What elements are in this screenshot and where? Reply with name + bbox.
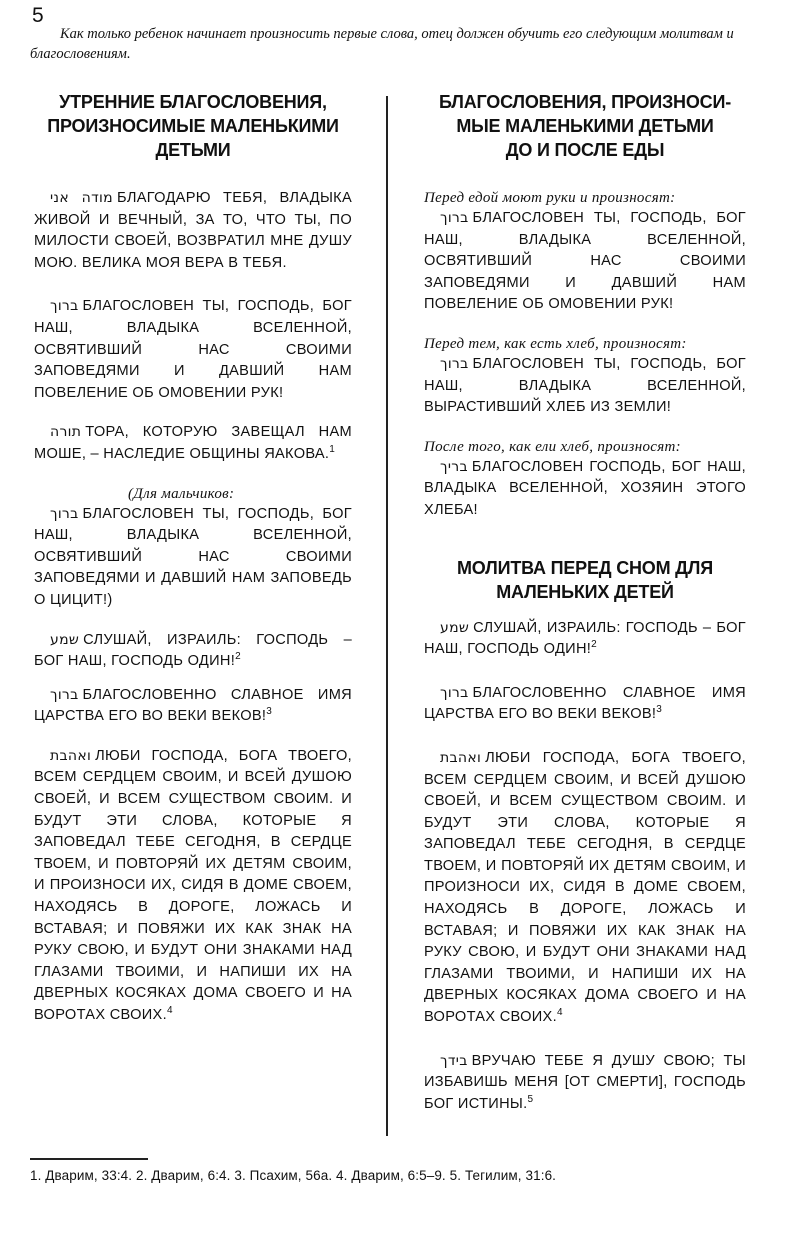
hebrew-keyword: ברוך — [50, 686, 79, 703]
bedtime-beyadcha — [424, 1051, 746, 1116]
footnote-ref: 1 — [329, 444, 336, 456]
note-after-bread: После того, как ели хлеб, произносят: — [424, 438, 681, 455]
prayer-text: СЛУШАЙ, ИЗРАИЛЬ: ГОСПОДЬ – БОГ НАШ, ГОСПОДЬ ОДИН! — [424, 619, 746, 658]
prayer-text: ЛЮБИ ГОСПОДА, БОГА ТВОЕГО, ВСЕМ СЕРДЦЕМ СВОИМ, И ВСЕЙ ДУШОЮ СВОЕЙ, И ВСЕМ СУЩЕСТВОМ СВОИМ. И БУДУТ ЭТИ СЛОВА, КОТОРЫЕ Я ЗАПОВЕДАЛ ТЕБЕ СЕГОДНЯ, В СЕРДЦЕ ТВОЕМ, И ПОВТОРЯЙ ИХ ДЕТЯМ СВОИМ, И ПРОИЗНОСИ ИХ, СИДЯ В ДОМЕ СВОЕМ, НАХОДЯСЬ В ДОРОГЕ, ЛОЖАСЬ И ВСТАВАЯ; И ПОВЯЖИ ИХ КАК ЗНАК НА РУКУ СВОЮ, И БУДУТ ОНИ ЗНАКАМИ НАД ГЛАЗАМИ ТВОИМИ, И НАПИШИ ИХ НА ДВЕРНЫХ КОСЯКАХ ДОМА СВОЕГО И НА ВОРОТАХ СВОИХ. — [34, 747, 352, 1023]
page-number: 5 — [32, 4, 44, 27]
hebrew-keyword: ואהבת — [50, 747, 92, 764]
section-title-bedtime — [424, 556, 746, 604]
bedtime-baruch-shem — [424, 683, 746, 726]
note-before-bread: Перед тем, как есть хлеб, произносят: — [424, 335, 687, 352]
prayer-veahavta — [34, 746, 352, 1027]
footnote-ref: 2 — [235, 651, 241, 663]
title-line: УТРЕННИЕ БЛАГОСЛОВЕНИЯ, — [59, 92, 327, 112]
blessing-hand-washing — [424, 208, 746, 316]
hebrew-keyword: ברוך — [440, 210, 469, 226]
hebrew-keyword: בריך — [440, 458, 468, 475]
prayer-text: БЛАГОДАРЮ ТЕБЯ, ВЛАДЫКА ЖИВОЙ И ВЕЧНЫЙ, ЗА ТО, ЧТО ТЫ, ПО МИЛОСТИ СВОЕЙ, ВОЗВРАТИЛ МНЕ ДУШУ МОЮ. ВЕЛИКА МОЯ ВЕРА В ТЕБЯ. — [34, 190, 352, 271]
prayer-text: БЛАГОСЛОВЕН ТЫ, ГОСПОДЬ, БОГ НАШ, ВЛАДЫКА ВСЕЛЕННОЙ, ОСВЯТИВШИЙ НАС СВОИМИ ЗАПОВЕДЯМИ И ДАВШИЙ НАМ ПОВЕЛЕНИЕ ОБ ОМОВЕНИИ РУК! — [424, 210, 746, 313]
title-line: ДО И ПОСЛЕ ЕДЫ — [505, 140, 665, 160]
title-line: ПРОИЗНОСИМЫЕ МАЛЕНЬКИМИ — [47, 116, 339, 136]
hebrew-keyword: ברוך — [50, 505, 79, 522]
prayer-tzitzit — [34, 504, 352, 612]
prayer-torah — [34, 422, 352, 465]
footnote-ref: 2 — [591, 639, 598, 651]
footnote-ref: 5 — [527, 1093, 534, 1105]
right-column — [424, 90, 746, 1115]
hebrew-keyword: תורה — [50, 424, 82, 441]
left-column — [34, 90, 352, 1027]
prayer-text: БЛАГОСЛОВЕН ТЫ, ГОСПОДЬ, БОГ НАШ, ВЛАДЫКА ВСЕЛЕННОЙ, ВЫРАСТИВШИЙ ХЛЕБ ИЗ ЗЕМЛИ! — [424, 355, 746, 416]
hebrew-keyword: מודה אני — [50, 190, 113, 206]
title-line: МЫЕ МАЛЕНЬКИМИ ДЕТЬМИ — [456, 116, 714, 136]
footnote-rule — [30, 1158, 148, 1160]
prayer-text: БЛАГОСЛОВЕННО СЛАВНОЕ ИМЯ ЦАРСТВА ЕГО ВО ВЕКИ ВЕКОВ! — [34, 686, 352, 725]
prayer-baruch-shem — [34, 685, 352, 728]
bedtime-shema — [424, 618, 746, 661]
blessing-after-meal — [424, 457, 746, 522]
prayer-netilat-yadayim — [34, 296, 352, 404]
column-divider — [386, 96, 388, 1136]
title-line: БЛАГОСЛОВЕНИЯ, ПРОИЗНОСИ- — [438, 92, 731, 112]
hebrew-keyword: ואהבת — [440, 749, 482, 766]
bedtime-veahavta — [424, 748, 746, 1029]
prayer-text: БЛАГОСЛОВЕН ТЫ, ГОСПОДЬ, БОГ НАШ, ВЛАДЫКА ВСЕЛЕННОЙ, ОСВЯТИВШИЙ НАС СВОИМИ ЗАПОВЕДЯМИ И ДАВШИЙ НАМ ЗАПОВЕДЬ О ЦИЦИТ!) — [34, 505, 352, 608]
footnotes: 1. Дварим, 33:4. 2. Дварим, 6:4. 3. Псахим, 56а. 4. Дварим, 6:5–9. 5. Тегилим, 31:6. — [30, 1168, 557, 1183]
hebrew-keyword: בידך — [440, 1052, 468, 1069]
prayer-text: ТОРА, КОТОРУЮ ЗАВЕЩАЛ НАМ МОШЕ, – НАСЛЕДИЕ ОБЩИНЫ ЯАКОВА. — [34, 424, 352, 462]
intro-text: Как только ребенок начинает произносить первые слова, отец должен обучить его следующим молитвам и благословениям. — [30, 26, 734, 62]
footnote-ref: 4 — [166, 1005, 173, 1017]
hebrew-keyword: ברוך — [50, 298, 79, 315]
hebrew-keyword: שמע — [440, 619, 470, 636]
title-line: МОЛИТВА ПЕРЕД СНОМ ДЛЯ — [457, 557, 713, 578]
footnote-ref: 4 — [556, 1007, 563, 1019]
title-line: ДЕТЬМИ — [155, 140, 231, 160]
prayer-text: СЛУШАЙ, ИЗРАИЛЬ: ГОСПОДЬ – БОГ НАШ, ГОСПОДЬ ОДИН! — [34, 631, 352, 670]
prayer-text: БЛАГОСЛОВЕННО СЛАВНОЕ ИМЯ ЦАРСТВА ЕГО ВО ВЕКИ ВЕКОВ! — [424, 684, 746, 723]
prayer-modeh-ani — [34, 188, 352, 274]
prayer-text: БЛАГОСЛОВЕН ГОСПОДЬ, БОГ НАШ, ВЛАДЫКА ВСЕЛЕННОЙ, ХОЗЯИН ЭТОГО ХЛЕБА! — [424, 458, 746, 518]
prayer-shema — [34, 630, 352, 673]
title-line: МАЛЕНЬКИХ ДЕТЕЙ — [496, 581, 674, 602]
blessing-hamotzi — [424, 354, 746, 419]
footnote-ref: 3 — [266, 706, 273, 718]
footnote-ref: 3 — [656, 704, 663, 716]
hebrew-keyword: ברוך — [440, 355, 469, 372]
hebrew-keyword: ברוך — [440, 684, 469, 701]
prayer-text: БЛАГОСЛОВЕН ТЫ, ГОСПОДЬ, БОГ НАШ, ВЛАДЫКА ВСЕЛЕННОЙ, ОСВЯТИВШИЙ НАС СВОИМИ ЗАПОВЕДЯМИ И ДАВШИЙ НАМ ПОВЕЛЕНИЕ ОБ ОМОВЕНИИ РУК! — [34, 298, 352, 401]
section-title-meals — [424, 90, 746, 162]
hebrew-keyword: שמע — [50, 631, 80, 648]
prayer-text: ЛЮБИ ГОСПОДА, БОГА ТВОЕГО, ВСЕМ СЕРДЦЕМ СВОИМ, И ВСЕЙ ДУШОЮ СВОЕЙ, И ВСЕМ СУЩЕСТВОМ СВОИМ. И БУДУТ ЭТИ СЛОВА, КОТОРЫЕ Я ЗАПОВЕДАЛ ТЕБЕ СЕГОДНЯ, В СЕРДЦЕ ТВОЕМ, И ПОВТОРЯЙ ИХ ДЕТЯМ СВОИМ, И ПРОИЗНОСИ ИХ, СИДЯ В ДОМЕ СВОЕМ, НАХОДЯСЬ В ДОРОГЕ, ЛОЖАСЬ И ВСТАВАЯ; И ПОВЯЖИ ИХ КАК ЗНАК НА РУКУ СВОЮ, И БУДУТ ОНИ ЗНАКАМИ НАД ГЛАЗАМИ ТВОИМИ, И НАПИШИ ИХ НА ДВЕРНЫХ КОСЯКАХ ДОМА СВОЕГО И НА ВОРОТАХ СВОИХ. — [424, 749, 746, 1026]
section-title-morning — [34, 90, 352, 162]
note-before-meal: Перед едой моют руки и произносят: — [424, 190, 676, 206]
note-for-boys: (Для мальчиков: — [128, 485, 235, 502]
prayer-text: ВРУЧАЮ ТЕБЕ Я ДУШУ СВОЮ; ТЫ ИЗБАВИШЬ МЕНЯ [ОТ СМЕРТИ], ГОСПОДЬ БОГ ИСТИНЫ. — [424, 1052, 746, 1112]
